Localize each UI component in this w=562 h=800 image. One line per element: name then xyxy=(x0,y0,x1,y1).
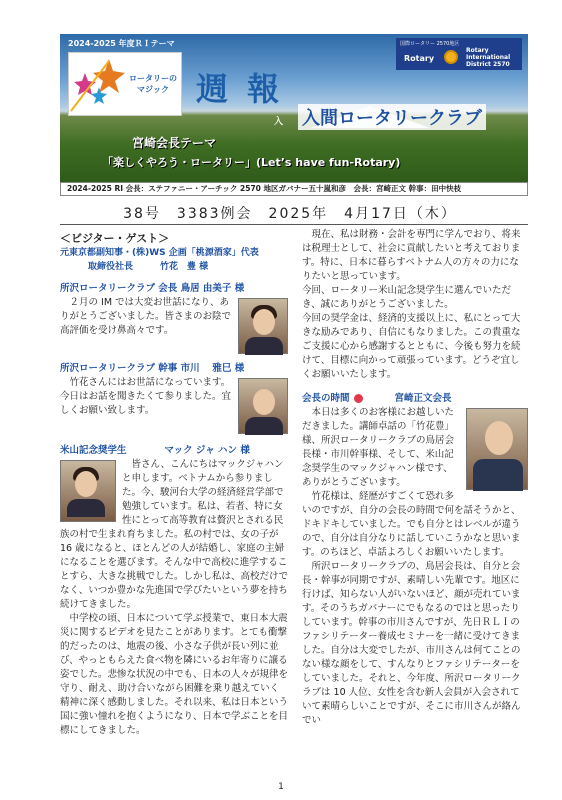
flower-icon xyxy=(354,394,363,403)
right-paragraph-3: 今回の奨学金は、経済的支援以上に、私にとって大きな励みであり、自信にもなりました。この貴重なご支援に心から感謝するとともに、今後も努力を続けて、目標に向かって頑張っています。どうぞ宜しくお願いいたします。 xyxy=(302,313,521,380)
rotary-word: Rotary xyxy=(404,54,435,63)
right-paragraph-1: 現在、私は財務・会計を専門に学んでおり、将来は税理士として、社会に貢献したいと考えております。特に、日本に暮らすベトナム人の方々の力になりたいと思っています。 xyxy=(302,229,521,282)
issue-line: 38号 3383例会 2025年 4月17日（木） xyxy=(123,206,457,222)
president-name: 宮崎正文会長 xyxy=(394,393,452,404)
header-banner xyxy=(60,34,528,182)
rotary-badge xyxy=(396,38,522,70)
right-column xyxy=(302,228,528,728)
guest3-heading: 所沢ロータリークラブ 幹事 市川 雅巳 様 xyxy=(60,363,245,374)
president-theme: 宮崎会長テーマ xyxy=(132,136,217,150)
ri-theme-logo xyxy=(68,52,182,116)
rotary-wheel-icon xyxy=(444,50,458,64)
right-paragraph-2: 今回、ロータリー米山記念奨学生に選んでいただき、誠にありがとうございました。 xyxy=(302,285,512,310)
rotary-district: 国際ロータリー 2570地区 xyxy=(400,41,460,47)
club-small-label: 入 xyxy=(274,117,284,127)
guest1-line1: 元東京都副知事・(株)WS 企画「桃源酒家」代表 xyxy=(60,248,259,258)
officers-line: 2024-2025 RI 会長：ステファニー・アーチック 2570 地区ガバナー五十嵐和彦 会長：宮崎正文 幹事：田中快枝 xyxy=(60,182,528,196)
left-column xyxy=(60,228,288,738)
guest1-line2: 取締役社長 竹花 豊 様 xyxy=(88,262,209,272)
guest3-photo xyxy=(238,378,288,434)
rotary-intl: Rotary International District 2570 xyxy=(466,47,511,68)
ri-theme-year: 2024-2025 年度ＲＩテーマ xyxy=(68,39,175,48)
guest2-text: ２月の IM では大変お世話になり、ありがとうございました。皆さまのお陰で高評価を受け鼻高々です。 xyxy=(60,297,232,336)
president-photo xyxy=(466,408,528,490)
weekly-title: 週 報 xyxy=(196,70,284,108)
scholar-paragraph-2: 中学校の頃、日本について学ぶ授業で、東日本大震災に関するビデオを見たことがあります。とても衝撃的だったのは、地震の後、小さな子供が長い列に並び、やっともらえた食べ物を隣にいるお年寄りに譲る姿でした。悲惨な状況の中でも、日本の人々が規律を守り、耐え、助け合いながら困難を乗り越えていく精神に深く感動しました。それ以来、私は日本という国に強い憧れを抱くようになり、日本で学ぶことを目標にしてきました。 xyxy=(60,613,289,736)
guest2-heading: 所沢ロータリークラブ 会長 鳥居 由美子 様 xyxy=(60,283,245,294)
scholar-paragraph-1: 皆さん、こんにちはマックジャハンと申します。ベトナムから参りました。今、駿河台大学の経済経営学部で勉強しています。私は、若者、特に女性にとって高等教育は贅沢とされる民族の村で生まれ育ちました。私の村では、女の子が 16 歳になると、ほとんどの人が結婚し、家庭の主婦になることを選びます。そんな中で高校に進学することすら、大きな挑戦でした。しかし私は、高校だけでなく、いつか豊かな先進国で学びたいという夢を持ち続けてきました。 xyxy=(60,459,289,610)
president-time-heading xyxy=(302,392,528,406)
president-slogan: 「楽しくやろう・ロータリー」(Let’s have fun-Rotary) xyxy=(102,156,401,169)
president-paragraph-1: 本日は多くのお客様にお越しいただきました。講師卓話の「竹花豊」様、所沢ロータリークラブの鳥居会長様・市川幹事様、そして、米山記念奨学生のマックジャハン様です、ありがとうございます。 xyxy=(302,407,455,488)
guest2-photo xyxy=(238,298,288,354)
page-number: 1 xyxy=(278,782,284,792)
president-time-label: 会長の時間 xyxy=(302,393,350,404)
ri-theme-logo-text: ロータリーの マジック xyxy=(129,74,177,94)
divider xyxy=(60,224,528,225)
president-paragraph-2: 竹花様は、経歴がすごくて恐れ多いのですが、自分の会長の時間で何を話そうかと、ドキドキしていました。でも自分とはレベルが違うので、自分は自分なりに話していこうかなと思います。のちほど、卓話よろしくお願いいたします。 xyxy=(302,491,521,558)
star-logo-icon xyxy=(69,53,125,113)
guest3-text: 竹花さんにはお世話になっています。今日はお話を聞きたくて参りました。宜しくお願い致します。 xyxy=(60,377,232,416)
scholar-heading: 米山記念奨学生 マック ジャ ハン 様 xyxy=(60,445,250,456)
scholar-photo xyxy=(60,460,116,522)
president-paragraph-3: 所沢ロータリークラブの、鳥居会長は、自分と会長・幹事が同期ですが、素晴しい先輩です。地区に行けば、知らない人がいないほど、顔が売れています。そのうちガバナーにでもなるのではと思ったりしています。幹事の市川さんですが、先日ＲＬＩのファシリテーター養成セミナーを一緒に受けてきました。自分は大変でしたが、市川さんは何てことのない様な顔をして、すんなりとファシリテーターをしていました。それと、今年度、所沢ロータリークラブは 10 人位、女性を含む新人会員が入会されていて素晴らしいことですが、そこに市川さんが絡んでい xyxy=(302,561,521,726)
club-name: 入間ロータリークラブ xyxy=(298,104,486,130)
guest-heading: ＜ビジター・ゲスト＞ xyxy=(60,232,170,245)
